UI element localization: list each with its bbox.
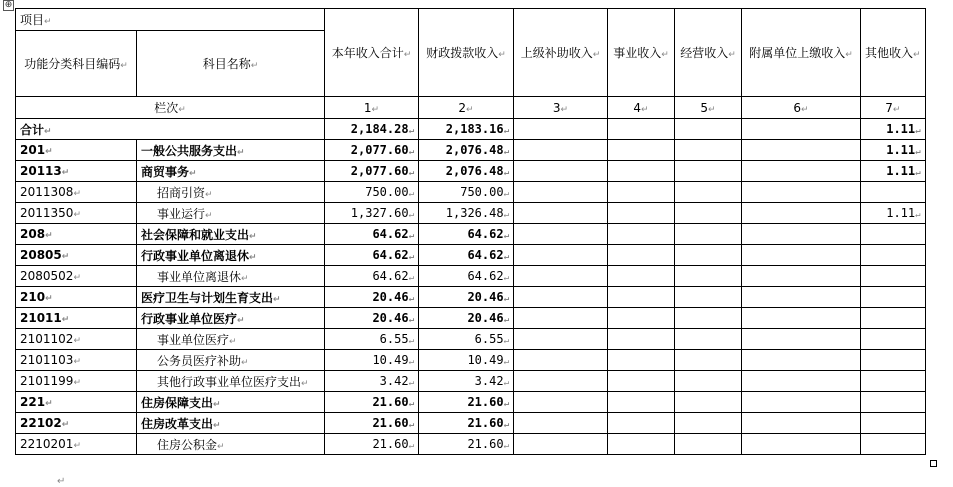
table-row [16,182,926,203]
row-value-operating [675,329,742,350]
row-value-other [861,413,926,434]
seq-label: 栏次↵ [16,97,325,119]
row-value-affiliate [742,203,861,224]
row-name: 住房公积金↵ [137,434,325,455]
row-value-total: 64.62↵ [325,245,419,266]
table-row [16,245,926,266]
row-name: 招商引资↵ [137,182,325,203]
header-col-2: 财政拨款收入↵ [419,9,514,97]
header-item: 项目↵ [16,9,325,31]
row-value-superior [514,287,608,308]
row-value-other [861,182,926,203]
row-value-total: 2,184.28↵ [325,119,419,140]
row-value-operating [675,224,742,245]
row-value-superior [514,203,608,224]
row-code: 2101102↵ [16,329,137,350]
row-value-other [861,434,926,455]
row-value-superior [514,119,608,140]
row-value-fiscal: 2,076.48↵ [419,161,514,182]
row-value-superior [514,392,608,413]
row-value-total: 3.42↵ [325,371,419,392]
row-value-operating [675,119,742,140]
table-row [16,329,926,350]
table-move-handle-icon[interactable]: ⊕ [4,0,13,10]
row-value-fiscal: 64.62↵ [419,224,514,245]
row-value-fiscal: 20.46↵ [419,287,514,308]
row-value-other [861,329,926,350]
row-value-total: 20.46↵ [325,287,419,308]
header-col-1: 本年收入合计↵ [325,9,419,97]
row-value-other: 1.11↵ [861,119,926,140]
row-name: 事业单位离退休↵ [137,266,325,287]
row-value-superior [514,413,608,434]
table-row [16,287,926,308]
row-value-fiscal: 64.62↵ [419,245,514,266]
header-code: 功能分类科目编码↵ [16,31,137,97]
header-col-7: 其他收入↵ [861,9,926,97]
row-value-other [861,308,926,329]
row-value-operating [675,434,742,455]
row-value-total: 750.00↵ [325,182,419,203]
row-value-business [608,371,675,392]
table-row [16,308,926,329]
row-value-operating [675,203,742,224]
row-value-total: 20.46↵ [325,308,419,329]
row-name: 其他行政事业单位医疗支出↵ [137,371,325,392]
row-value-fiscal: 20.46↵ [419,308,514,329]
row-value-other [861,371,926,392]
row-value-total: 6.55↵ [325,329,419,350]
table-row [16,224,926,245]
row-value-other: 1.11↵ [861,140,926,161]
row-code: 221↵ [16,392,137,413]
table-row [16,392,926,413]
row-value-business [608,182,675,203]
table-row [16,203,926,224]
row-code: 21011↵ [16,308,137,329]
row-name: 住房保障支出↵ [137,392,325,413]
row-value-total: 64.62↵ [325,224,419,245]
seq-num-2: 2↵ [419,97,514,119]
header-col-3: 上级补助收入↵ [514,9,608,97]
table-row [16,140,926,161]
row-name: 事业运行↵ [137,203,325,224]
row-code: 201↵ [16,140,137,161]
row-value-operating [675,371,742,392]
row-code: 2011308↵ [16,182,137,203]
row-code: 2101199↵ [16,371,137,392]
row-value-superior [514,245,608,266]
row-code: 20805↵ [16,245,137,266]
row-value-total: 21.60↵ [325,434,419,455]
row-value-total: 64.62↵ [325,266,419,287]
row-value-total: 21.60↵ [325,413,419,434]
row-value-business [608,434,675,455]
row-value-fiscal: 3.42↵ [419,371,514,392]
row-name: 行政事业单位离退休↵ [137,245,325,266]
row-value-operating [675,350,742,371]
seq-num-1: 1↵ [325,97,419,119]
header-name: 科目名称↵ [137,31,325,97]
row-value-fiscal: 2,183.16↵ [419,119,514,140]
paragraph-mark: ↵ [57,476,66,487]
row-value-affiliate [742,434,861,455]
row-value-business [608,266,675,287]
row-value-superior [514,434,608,455]
row-value-fiscal: 6.55↵ [419,329,514,350]
row-value-affiliate [742,287,861,308]
row-value-affiliate [742,224,861,245]
row-value-operating [675,245,742,266]
row-value-other [861,287,926,308]
row-value-affiliate [742,392,861,413]
row-code: 2080502↵ [16,266,137,287]
seq-num-4: 4↵ [608,97,675,119]
row-value-superior [514,182,608,203]
row-code: 22102↵ [16,413,137,434]
seq-num-6: 6↵ [742,97,861,119]
row-name: 公务员医疗补助↵ [137,350,325,371]
row-value-affiliate [742,161,861,182]
row-total-label: 合计↵ [16,119,325,140]
row-value-superior [514,161,608,182]
row-value-operating [675,413,742,434]
row-value-business [608,287,675,308]
row-name: 事业单位医疗↵ [137,329,325,350]
row-value-operating [675,392,742,413]
row-value-affiliate [742,350,861,371]
row-value-affiliate [742,140,861,161]
row-value-affiliate [742,182,861,203]
row-value-total: 2,077.60↵ [325,140,419,161]
row-name: 医疗卫生与计划生育支出↵ [137,287,325,308]
row-value-operating [675,266,742,287]
table-row [16,350,926,371]
row-value-other [861,245,926,266]
row-name: 一般公共服务支出↵ [137,140,325,161]
row-value-operating [675,308,742,329]
row-value-other [861,224,926,245]
seq-num-3: 3↵ [514,97,608,119]
row-value-business [608,119,675,140]
row-value-other [861,392,926,413]
row-value-affiliate [742,266,861,287]
row-value-fiscal: 64.62↵ [419,266,514,287]
row-value-operating [675,182,742,203]
row-code: 2101103↵ [16,350,137,371]
row-value-other [861,266,926,287]
table-row [16,161,926,182]
row-value-affiliate [742,119,861,140]
row-value-business [608,224,675,245]
row-value-affiliate [742,245,861,266]
row-value-total: 21.60↵ [325,392,419,413]
row-value-total: 2,077.60↵ [325,161,419,182]
row-name: 社会保障和就业支出↵ [137,224,325,245]
row-value-total: 10.49↵ [325,350,419,371]
row-code: 2210201↵ [16,434,137,455]
row-value-fiscal: 21.60↵ [419,434,514,455]
table-row [16,434,926,455]
header-col-5: 经营收入↵ [675,9,742,97]
row-name: 行政事业单位医疗↵ [137,308,325,329]
row-value-business [608,350,675,371]
table-row [16,119,926,140]
row-value-superior [514,224,608,245]
row-value-superior [514,329,608,350]
row-value-superior [514,350,608,371]
header-col-4: 事业收入↵ [608,9,675,97]
row-name: 商贸事务↵ [137,161,325,182]
row-value-superior [514,266,608,287]
row-value-total: 1,327.60↵ [325,203,419,224]
row-value-business [608,413,675,434]
row-value-fiscal: 2,076.48↵ [419,140,514,161]
header-col-6: 附属单位上缴收入↵ [742,9,861,97]
seq-num-7: 7↵ [861,97,926,119]
row-value-affiliate [742,308,861,329]
row-value-operating [675,161,742,182]
row-value-business [608,329,675,350]
row-value-other [861,350,926,371]
row-value-business [608,245,675,266]
row-value-operating [675,140,742,161]
row-value-fiscal: 21.60↵ [419,413,514,434]
row-value-fiscal: 750.00↵ [419,182,514,203]
row-value-other: 1.11↵ [861,203,926,224]
row-name: 住房改革支出↵ [137,413,325,434]
seq-num-5: 5↵ [675,97,742,119]
row-code: 208↵ [16,224,137,245]
budget-income-table [15,8,926,455]
row-value-fiscal: 21.60↵ [419,392,514,413]
row-value-affiliate [742,413,861,434]
row-value-other: 1.11↵ [861,161,926,182]
row-code: 2011350↵ [16,203,137,224]
table-resize-handle[interactable] [930,460,937,467]
row-code: 210↵ [16,287,137,308]
row-value-superior [514,140,608,161]
row-value-affiliate [742,329,861,350]
row-value-business [608,161,675,182]
table-row [16,266,926,287]
row-value-operating [675,287,742,308]
row-value-fiscal: 1,326.48↵ [419,203,514,224]
row-value-business [608,140,675,161]
table-row [16,371,926,392]
row-value-superior [514,371,608,392]
row-value-business [608,308,675,329]
row-value-affiliate [742,371,861,392]
table-row [16,413,926,434]
row-value-fiscal: 10.49↵ [419,350,514,371]
row-value-superior [514,308,608,329]
row-value-business [608,392,675,413]
row-value-business [608,203,675,224]
row-code: 20113↵ [16,161,137,182]
